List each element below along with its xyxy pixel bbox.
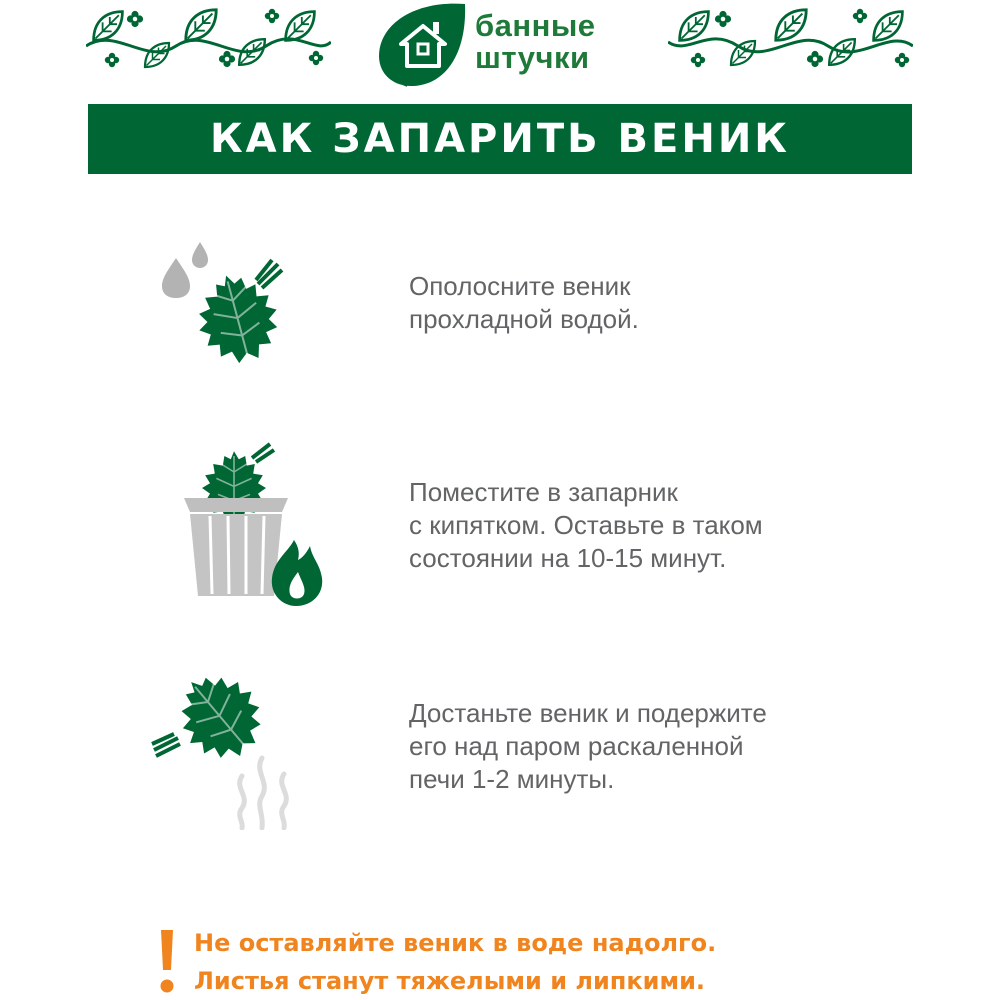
step-2-text	[409, 476, 763, 575]
exclamation-icon	[160, 930, 174, 996]
page-title: КАК ЗАПАРИТЬ ВЕНИК	[209, 116, 791, 162]
broom-in-tub-icon	[176, 442, 326, 610]
step-2-line-3: состоянии на 10-15 минут.	[409, 543, 727, 573]
brand-logo	[375, 0, 635, 92]
brand-name-line2: штучки	[475, 40, 590, 75]
title-banner	[88, 104, 912, 174]
brand-name-line1: банные	[475, 8, 596, 43]
step-1-line-1: Ополосните веник	[409, 271, 631, 301]
step-3-text	[409, 697, 767, 796]
wet-broom-icon	[158, 236, 294, 376]
step-3-line-2: его над паром раскаленной	[409, 731, 744, 761]
floral-ornament-left	[86, 6, 331, 76]
warning-line-2: Листья станут тяжелыми и липкими.	[194, 967, 706, 995]
step-3-line-3: печи 1-2 минуты.	[409, 764, 615, 794]
step-1-line-2: прохладной водой.	[409, 304, 639, 334]
warning-line-1: Не оставляйте веник в воде надолго.	[194, 929, 717, 957]
broom-over-steam-icon	[150, 664, 300, 830]
step-2-line-2: с кипятком. Оставьте в таком	[409, 510, 763, 540]
step-3-line-1: Достаньте веник и подержите	[409, 698, 767, 728]
step-2-line-1: Поместите в запарник	[409, 477, 678, 507]
floral-ornament-right	[668, 6, 913, 76]
step-1-text	[409, 270, 639, 336]
house-leaf-icon	[375, 0, 471, 92]
